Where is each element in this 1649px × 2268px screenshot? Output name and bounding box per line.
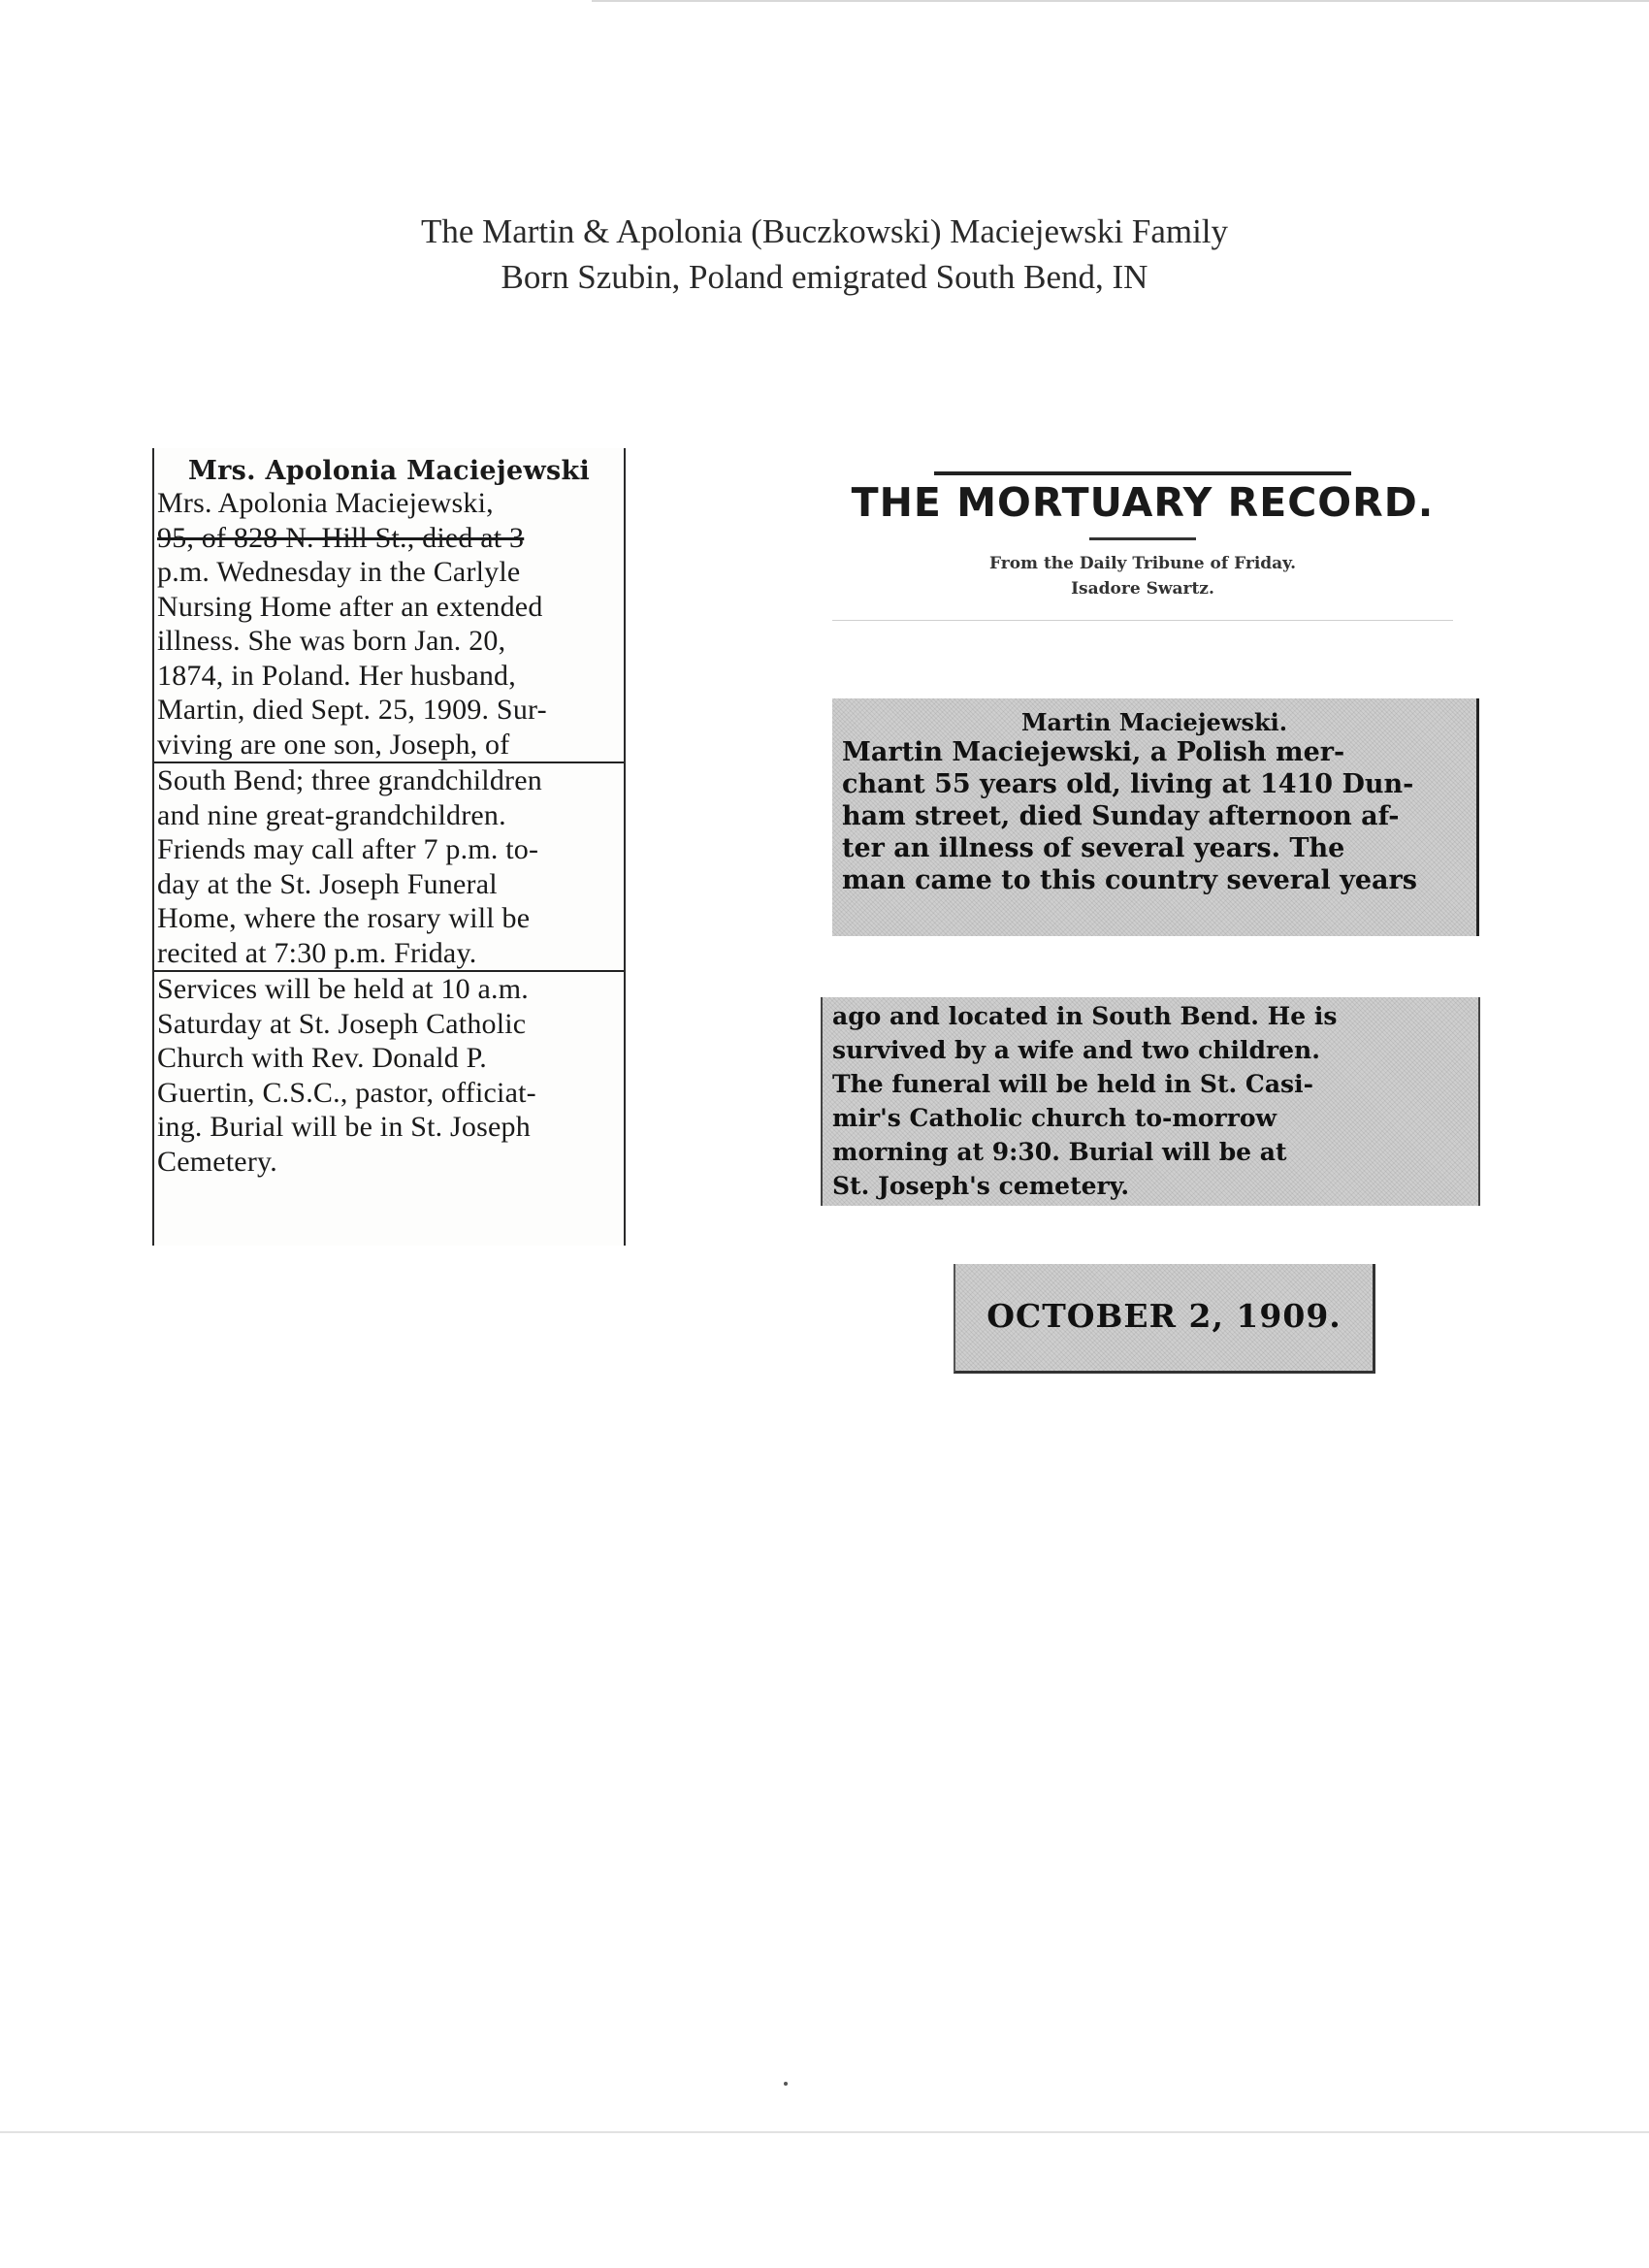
scan-top-edge [592, 0, 1649, 2]
clipping-date: OCTOBER 2, 1909. [986, 1297, 1342, 1335]
martin-line: mir's Catholic church to-morrow [832, 1104, 1277, 1132]
date-clipping [954, 1264, 1375, 1374]
scan-bottom-edge [0, 2131, 1649, 2133]
martin-line: ago and located in South Bend. He is [832, 1002, 1338, 1030]
obituary-line: Cemetery. [157, 1145, 277, 1178]
header-baseline [832, 620, 1453, 621]
header-rule [934, 471, 1351, 475]
mortuary-subtitle: From the Daily Tribune of Friday. [988, 554, 1297, 573]
obituary-line: day at the St. Joseph Funeral [157, 867, 498, 900]
header-rule-short [1089, 537, 1196, 540]
apolonia-obituary-clipping [152, 448, 626, 1246]
obituary-line: Martin, died Sept. 25, 1909. Sur- [157, 694, 547, 726]
obituary-line: Church with Rev. Donald P. [157, 1042, 487, 1074]
martin-line: man came to this country several years [842, 865, 1417, 895]
martin-obituary-clipping-part2 [821, 997, 1480, 1206]
title-line-1: The Martin & Apolonia (Buczkowski) Maciejewski Family [420, 212, 1229, 250]
obituary-line: Saturday at St. Joseph Catholic [157, 1007, 527, 1040]
martin-line: Martin Maciejewski, a Polish mer- [842, 737, 1345, 767]
obituary-line: and nine great-grandchildren. [157, 798, 506, 831]
martin-line: St. Joseph's cemetery. [832, 1172, 1130, 1200]
obituary-line: Friends may call after 7 p.m. to- [157, 833, 539, 865]
obituary-line: viving are one son, Joseph, of [154, 728, 624, 764]
title-line-2: Born Szubin, Poland emigrated South Bend, IN [501, 258, 1148, 296]
martin-line: ham street, died Sunday afternoon af- [842, 801, 1400, 831]
obituary-line: Nursing Home after an extended [157, 590, 543, 623]
martin-line: chant 55 years old, living at 1410 Dun- [842, 769, 1414, 799]
obituary-line: Guertin, C.S.C., pastor, officiat- [157, 1076, 536, 1109]
mortuary-title: THE MORTUARY RECORD. [851, 479, 1435, 526]
martin-obituary-clipping-part1 [832, 698, 1479, 936]
obituary-line: recited at 7:30 p.m. Friday. [154, 936, 624, 973]
martin-line: morning at 9:30. Burial will be at [832, 1138, 1287, 1166]
obituary-line: Services will be held at 10 a.m. [157, 973, 529, 1005]
obituary-line: ing. Burial will be in St. Joseph [157, 1111, 531, 1143]
page-title [0, 209, 1649, 300]
scan-speck [784, 2082, 788, 2086]
martin-headline: Martin Maciejewski. [1020, 708, 1288, 736]
obituary-line: 1874, in Poland. Her husband, [157, 659, 516, 692]
obituary-line: Mrs. Apolonia Maciejewski, [157, 487, 494, 519]
obituary-line: Home, where the rosary will be [157, 902, 531, 934]
obituary-headline: Mrs. Apolonia Maciejewski [187, 456, 591, 486]
obituary-line: South Bend; three grandchildren [157, 764, 542, 796]
obituary-line: 95, of 828 N. Hill St., died at 3 [157, 521, 525, 554]
obituary-line: p.m. Wednesday in the Carlyle [157, 556, 521, 588]
martin-line: survived by a wife and two children. [832, 1036, 1320, 1064]
mortuary-byline: Isadore Swartz. [1071, 579, 1214, 599]
mortuary-record-header [832, 464, 1453, 638]
martin-line: ter an illness of several years. The [842, 833, 1345, 863]
martin-line: The funeral will be held in St. Casi- [832, 1070, 1313, 1098]
obituary-line: illness. She was born Jan. 20, [157, 625, 506, 657]
